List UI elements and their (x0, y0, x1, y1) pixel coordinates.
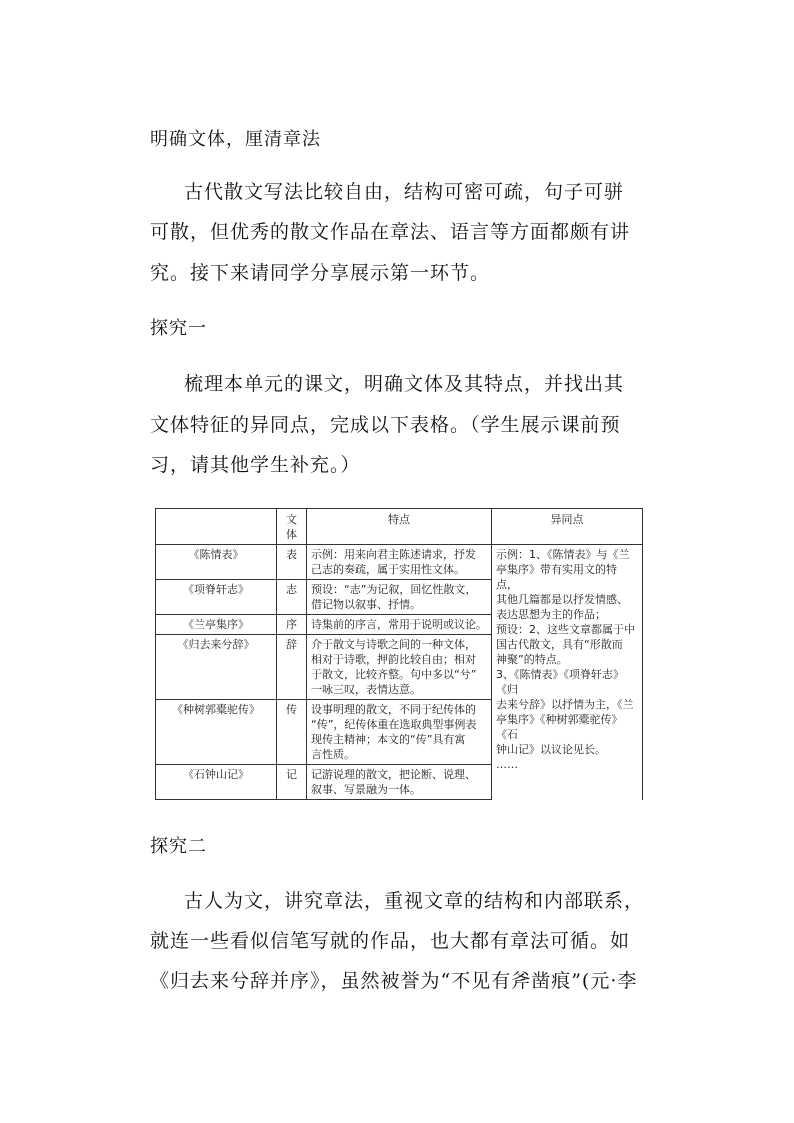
row-genre: 表 (277, 545, 307, 580)
inquiry-1-title: 探究一 (150, 318, 207, 339)
genre-comparison-table (155, 508, 643, 800)
row-title: 《项脊轩志》 (156, 580, 277, 615)
intro-line-2: 可散，但优秀的散文作品在章法、语言等方面都颇有讲 (150, 221, 631, 243)
row-genre: 志 (277, 580, 307, 615)
inquiry-1-line-2: 文体特征的异同点，完成以下表格。（学生展示课前预 (150, 414, 621, 436)
table-header-row (156, 509, 643, 545)
row-genre: 序 (277, 615, 307, 635)
inquiry-1-line-1: 梳理本单元的课文，明确文体及其特点，并找出其 (184, 373, 625, 395)
row-feature: 诗集前的序言，常用于说明或议论。 (307, 615, 492, 635)
row-feature: 预设：“志”为记叙，回忆性散文， 借记物以叙事、抒情。 (307, 580, 492, 615)
row-genre: 记 (277, 765, 307, 800)
row-feature: 介于散文与诗歌之间的一种文体， 相对于诗歌，押韵比较自由；相对 于散文，比较齐整。句中多以“兮” 一咏三叹，表情达意。 (307, 635, 492, 700)
header-blank (156, 509, 277, 545)
row-title: 《陈情表》 (156, 545, 277, 580)
row-title: 《种树郭橐驼传》 (156, 700, 277, 765)
inquiry-1-line-3: 习，请其他学生补充。） (150, 454, 361, 476)
row-title: 《石钟山记》 (156, 765, 277, 800)
section-heading: 明确文体，厘清章法 (150, 129, 321, 150)
inquiry-2-line-3: 《归去来兮辞并序》，虽然被誉为“不见有斧凿痕”(元·李 (150, 970, 638, 992)
intro-line-1: 古代散文写法比较自由，结构可密可疏，句子可骈 (184, 181, 625, 203)
header-features: 特点 (307, 509, 492, 545)
inquiry-2-line-1: 古人为文，讲究章法，重视文章的结构和内部联系， (184, 890, 645, 912)
row-title: 《兰亭集序》 (156, 615, 277, 635)
row-genre: 辞 (277, 635, 307, 700)
row-feature: 设事明理的散文，不同于纪传体的 “传”，纪传体重在选取典型事例表 现传主精神；本文的“传”具有寓 言性质。 (307, 700, 492, 765)
row-genre: 传 (277, 700, 307, 765)
table-row (156, 545, 643, 580)
row-feature: 记游说理的散文，把论断、说理、 叙事、写景融为一体。 (307, 765, 492, 800)
row-feature: 示例：用来向君主陈述请求，抒发 己志的奏疏，属于实用性文体。 (307, 545, 492, 580)
header-genre: 文体 (277, 509, 307, 545)
similarities-cell: 示例：1、《陈情表》与《兰 亭集序》带有实用文的特点， 其他几篇都是以抒发情感、 表达思想为主的作品； 预设：2、这些文章都属于中 国古代散文，具有“形散而 神聚”的特点。 3、《陈情表》《项脊轩志》《归 去来兮辞》以抒情为主，《兰 亭集序》《种树郭橐驼传》《石 钟山记》以议论见长。 …… (492, 545, 643, 800)
header-similarities-differences: 异同点 (492, 509, 643, 545)
intro-line-3: 究。接下来请同学分享展示第一环节。 (150, 262, 491, 284)
inquiry-2-title: 探究二 (150, 836, 207, 857)
inquiry-2-line-2: 就连一些看似信笔写就的作品，也大都有章法可循。如 (150, 930, 631, 952)
row-title: 《归去来兮辞》 (156, 635, 277, 700)
